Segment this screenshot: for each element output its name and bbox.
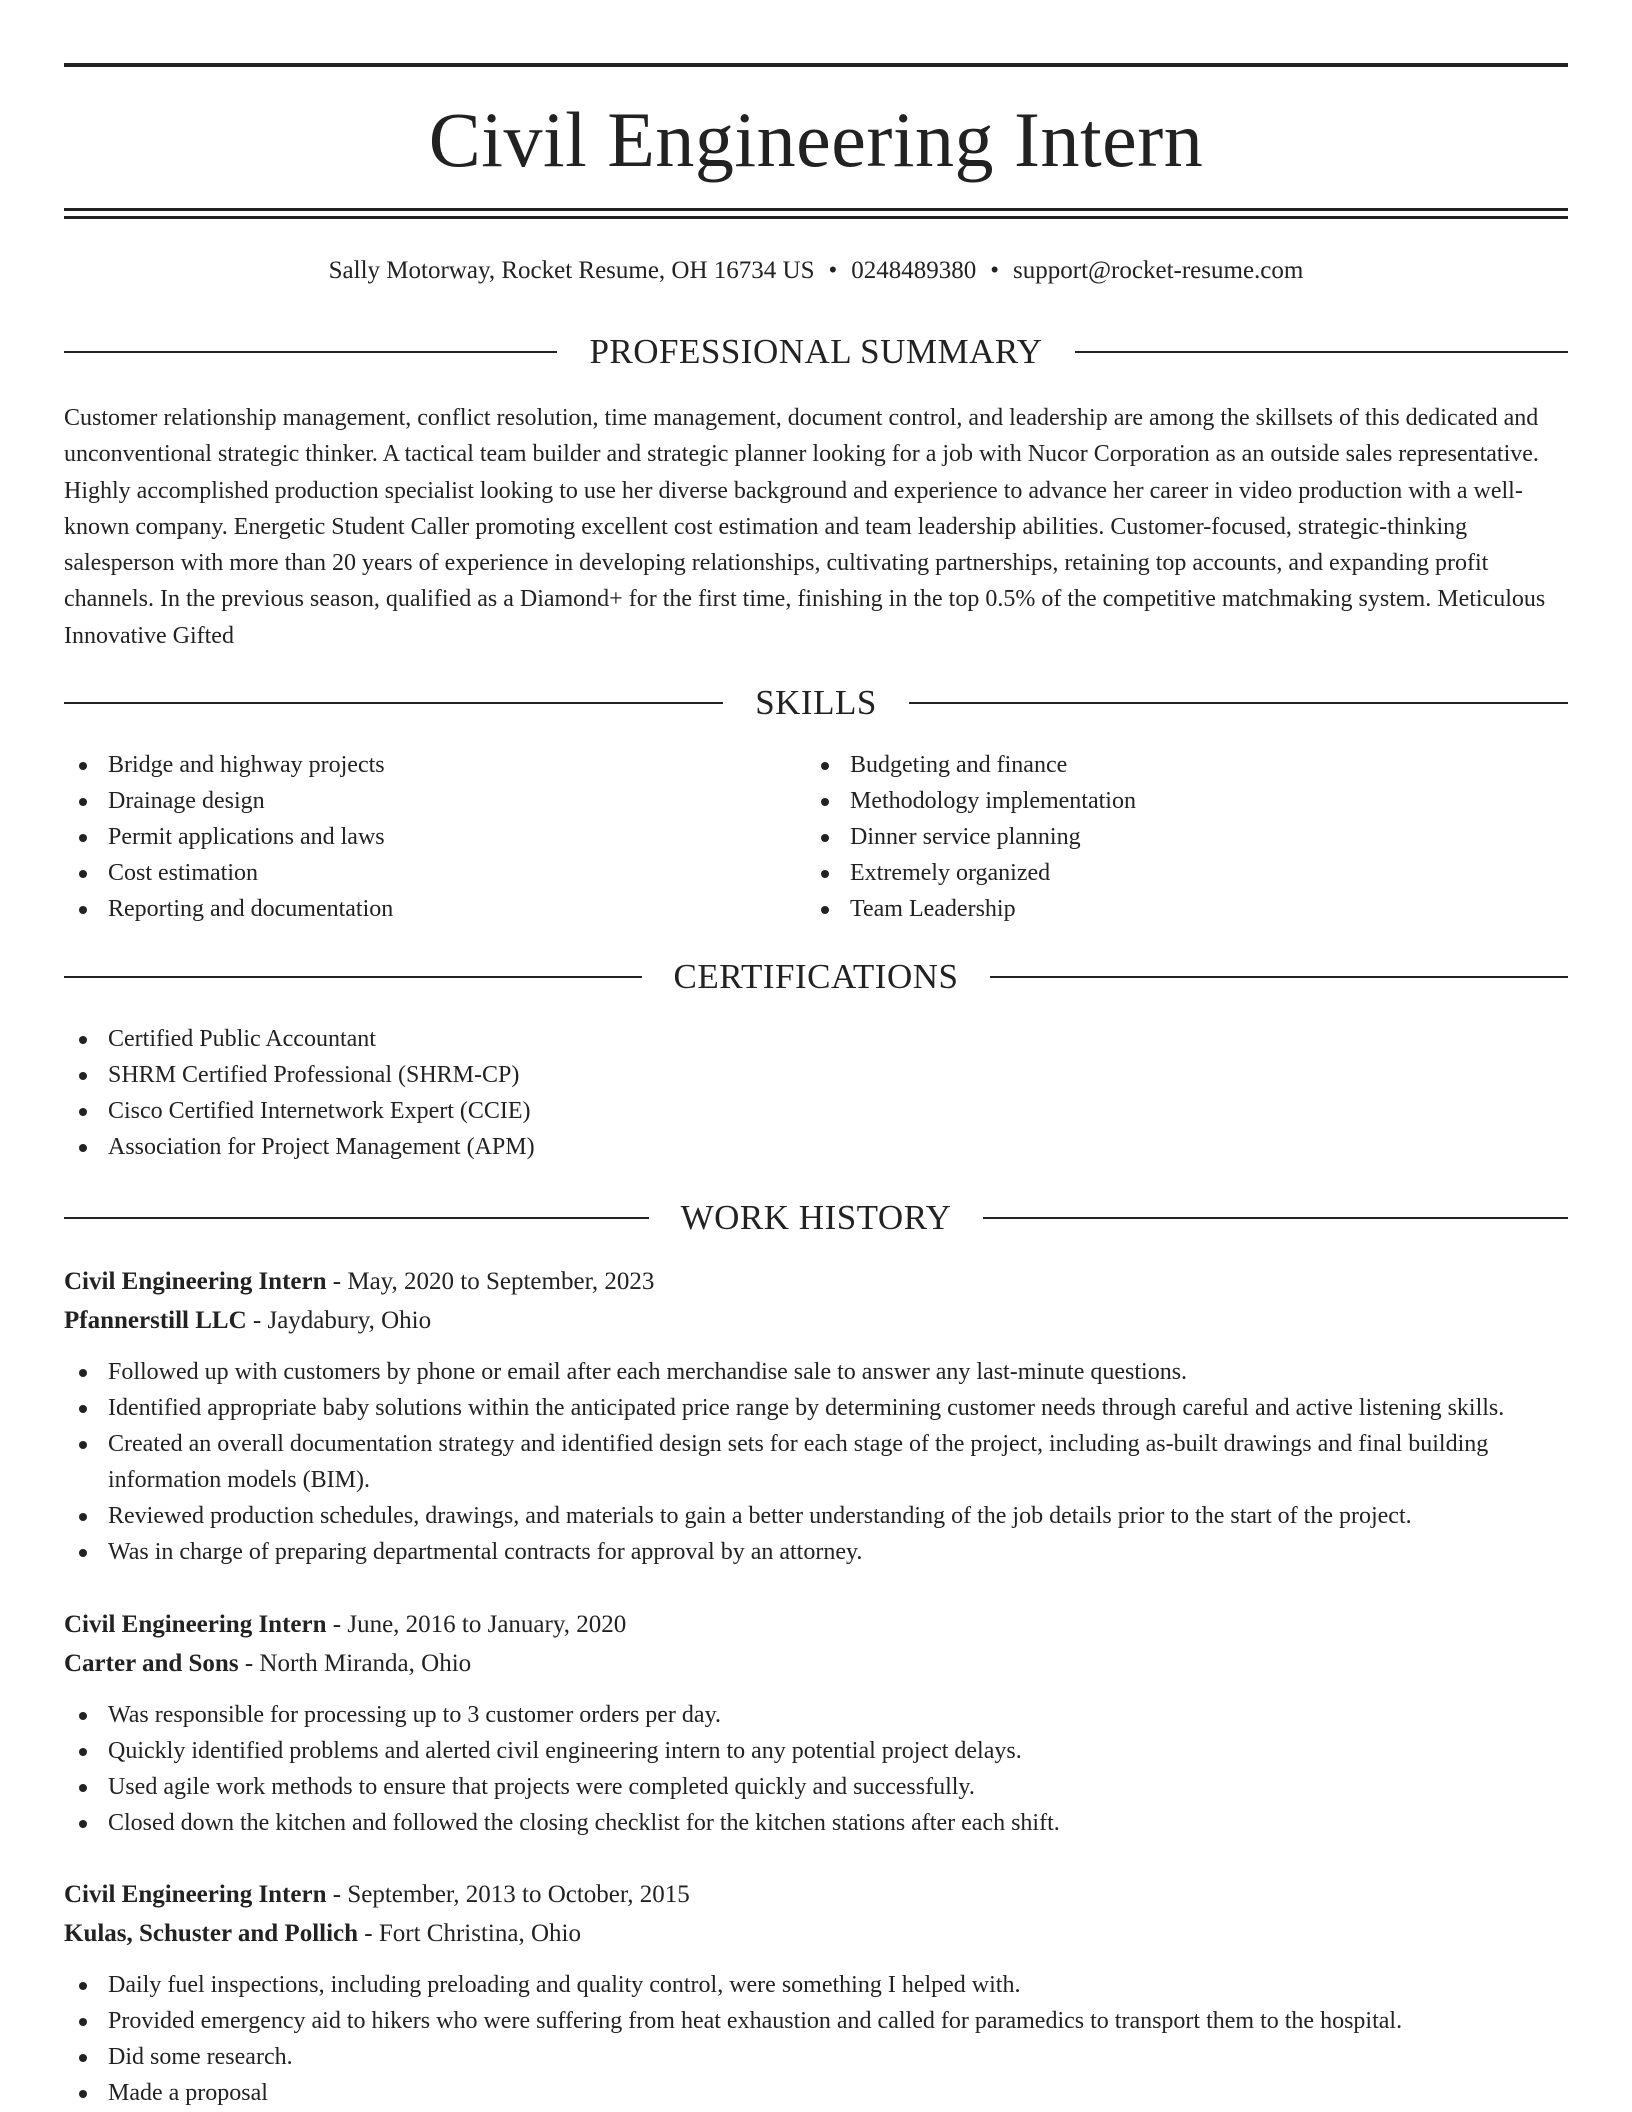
job-duty-item: Reviewed production schedules, drawings, and materials to gain a better understanding of the job details prior to the start of the project.	[64, 1498, 1568, 1534]
job-entry	[64, 1605, 1568, 1841]
skill-item: Methodology implementation	[806, 783, 1506, 819]
skill-item: Dinner service planning	[806, 819, 1506, 855]
job-duty-item: Created an overall documentation strategy and identified design sets for each stage of the project, including as-built drawings and final building information models (BIM).	[64, 1426, 1568, 1498]
job-duty-item: Was in charge of preparing departmental contracts for approval by an attorney.	[64, 1534, 1568, 1570]
job-duty-item: Made a proposal	[64, 2075, 1568, 2111]
summary-text: Customer relationship management, conflict resolution, time management, document control, and leadership are among the skillsets of this dedicated and unconventional strategic thinker. A tactical team builder and strategic planner looking for a job with Nucor Corporation as an outside sales representative. Highly accomplished production specialist looking to use her diverse background and experience to advance her career in video production with a well-known company. Energetic Student Caller promoting excellent cost estimation and team leadership abilities. Customer-focused, strategic-thinking salesperson with more than 20 years of experience in developing relationships, cultivating partnerships, retaining top accounts, and expanding profit channels. In the previous season, qualified as a Diamond+ for the first time, finishing in the top 0.5% of the competitive matchmaking system. Meticulous Innovative Gifted	[64, 405, 1546, 649]
job-duty-item: Daily fuel inspections, including preloading and quality control, were something I helped with.	[64, 1967, 1568, 2003]
section-heading-work-history	[64, 1196, 1568, 1240]
heading-rule-left	[64, 976, 642, 978]
skill-item: Extremely organized	[806, 855, 1506, 891]
job-duty-item: Provided emergency aid to hikers who were suffering from heat exhaustion and called for paramedics to transport them to the hospital.	[64, 2003, 1568, 2039]
job-company-line	[64, 1301, 1568, 1340]
job-company-line	[64, 1644, 1568, 1683]
certification-item: Association for Project Management (APM)	[64, 1129, 1568, 1165]
certification-item: Certified Public Accountant	[64, 1021, 1568, 1057]
contact-phone: 0248489380	[851, 257, 977, 284]
heading-rule-right	[909, 702, 1568, 704]
skill-item: Budgeting and finance	[806, 747, 1506, 783]
job-title-line	[64, 1875, 1568, 1914]
job-duties-list	[64, 1697, 1568, 1841]
contact-separator: •	[828, 257, 838, 284]
section-title: CERTIFICATIONS	[673, 957, 959, 996]
job-company-line	[64, 1914, 1568, 1953]
job-location: - Jaydabury, Ohio	[246, 1307, 432, 1334]
job-duty-item: Followed up with customers by phone or email after each merchandise sale to answer any last-minute questions.	[64, 1354, 1568, 1390]
certifications-list	[64, 1021, 1568, 1165]
heading-rule-left	[64, 351, 557, 353]
job-dates: - May, 2020 to September, 2023	[326, 1268, 655, 1295]
job-entry	[64, 1875, 1568, 2111]
skills-list-right	[806, 747, 1506, 927]
job-title: Civil Engineering Intern	[64, 1268, 327, 1295]
title-double-rule-lower	[64, 216, 1568, 219]
job-company: Kulas, Schuster and Pollich	[64, 1920, 359, 1947]
job-location: - Fort Christina, Ohio	[358, 1920, 581, 1947]
job-location: - North Miranda, Ohio	[238, 1650, 472, 1677]
section-title: WORK HISTORY	[680, 1198, 952, 1237]
section-title: SKILLS	[755, 683, 877, 722]
section-heading-skills	[64, 681, 1568, 725]
section-heading-certifications	[64, 955, 1568, 999]
contact-separator: •	[990, 257, 1000, 284]
heading-rule-left	[64, 1217, 649, 1219]
job-duty-item: Identified appropriate baby solutions within the anticipated price range by determining customer needs through careful and active listening skills.	[64, 1390, 1568, 1426]
job-title: Civil Engineering Intern	[64, 1611, 327, 1638]
job-title-line	[64, 1605, 1568, 1644]
skill-item: Team Leadership	[806, 891, 1506, 927]
skill-item: Reporting and documentation	[64, 891, 764, 927]
title-double-rule-upper	[64, 208, 1568, 211]
contact-address: Sally Motorway, Rocket Resume, OH 16734 US	[328, 257, 815, 284]
resume-title: Civil Engineering Intern	[428, 96, 1204, 183]
skill-item: Permit applications and laws	[64, 819, 764, 855]
job-company: Carter and Sons	[64, 1650, 239, 1677]
certification-item: Cisco Certified Internetwork Expert (CCIE)	[64, 1093, 1568, 1129]
job-duties-list	[64, 1354, 1568, 1570]
certification-item: SHRM Certified Professional (SHRM-CP)	[64, 1057, 1568, 1093]
job-duty-item: Was responsible for processing up to 3 customer orders per day.	[64, 1697, 1568, 1733]
section-title: PROFESSIONAL SUMMARY	[589, 332, 1043, 371]
skills-list-left	[64, 747, 764, 927]
job-entry	[64, 1262, 1568, 1570]
heading-rule-right	[1075, 351, 1568, 353]
job-company: Pfannerstill LLC	[64, 1307, 247, 1334]
job-duty-item: Used agile work methods to ensure that projects were completed quickly and successfully.	[64, 1769, 1568, 1805]
skill-item: Drainage design	[64, 783, 764, 819]
job-duty-item: Quickly identified problems and alerted civil engineering intern to any potential project delays.	[64, 1733, 1568, 1769]
skill-item: Bridge and highway projects	[64, 747, 764, 783]
job-dates: - June, 2016 to January, 2020	[326, 1611, 627, 1638]
skill-item: Cost estimation	[64, 855, 764, 891]
job-title-line	[64, 1262, 1568, 1301]
job-duty-item: Closed down the kitchen and followed the closing checklist for the kitchen stations after each shift.	[64, 1805, 1568, 1841]
heading-rule-right	[983, 1217, 1568, 1219]
contact-line	[64, 254, 1568, 288]
section-heading-summary	[64, 330, 1568, 374]
contact-email: support@rocket-resume.com	[1013, 257, 1304, 284]
job-title: Civil Engineering Intern	[64, 1881, 327, 1908]
job-duties-list	[64, 1967, 1568, 2111]
heading-rule-right	[990, 976, 1568, 978]
job-duty-item: Did some research.	[64, 2039, 1568, 2075]
heading-rule-left	[64, 702, 723, 704]
top-rule	[64, 63, 1568, 67]
job-dates: - September, 2013 to October, 2015	[326, 1881, 690, 1908]
